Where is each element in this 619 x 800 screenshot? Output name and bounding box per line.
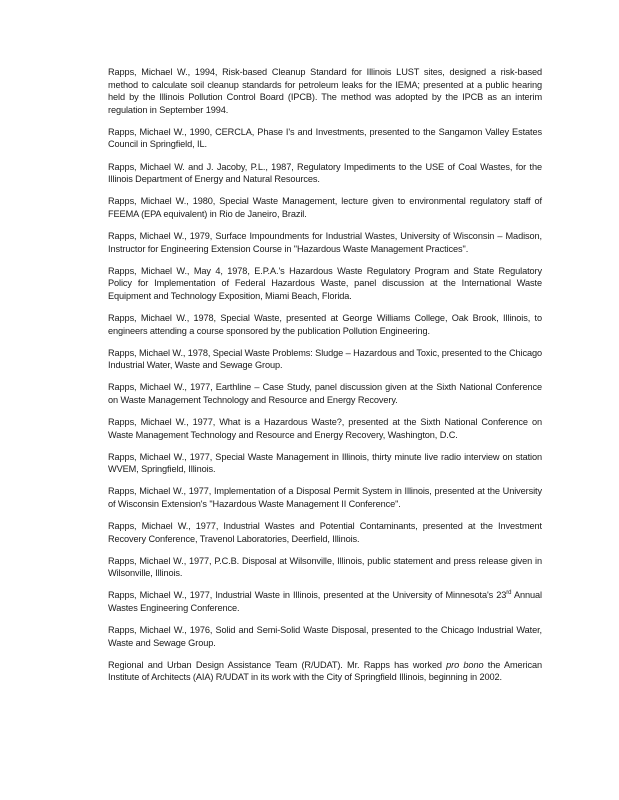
- entry-text-after: the American Institute of Architects (AIA) R/UDAT in its work with the City of Springfield Illinois, beginning in 2002.: [108, 659, 542, 683]
- presentations-list: [108, 66, 542, 693]
- entry-rudat: [108, 659, 542, 684]
- entry-1977-earthline-case-study: Rapps, Michael W., 1977, Earthline – Case Study, panel discussion given at the Sixth National Conference on Waste Management Technology and Resource and Energy Recovery.: [108, 382, 542, 405]
- entry-1978-epa-regulatory-program: Rapps, Michael W., May 4, 1978, E.P.A.'s Hazardous Waste Regulatory Program and State Regulatory Policy for Implementation of Federal Hazardous Waste, panel discussion at the International Waste Equipment and Technology Exposition, Miami Beach, Florida.: [108, 265, 542, 301]
- entry-1994-risk-based-cleanup: Rapps, Michael W., 1994, Risk-based Cleanup Standard for Illinois LUST sites, designed a risk-based method to calculate soil cleanup standards for petroleum leaks for the IEMA; presented at a public hearing held by the Illinois Pollution Control Board (IPCB). The method was adopted by the IPCB as an interim regulation in September 1994.: [108, 67, 542, 115]
- entry-1976-solid-waste-disposal: Rapps, Michael W., 1976, Solid and Semi-Solid Waste Disposal, presented to the Chicago Industrial Water, Waste and Sewage Group.: [108, 625, 542, 648]
- entry-1979-surface-impoundments: Rapps, Michael W., 1979, Surface Impoundments for Industrial Wastes, University of Wisconsin – Madison, Instructor for Engineering Extension Course in "Hazardous Waste Management Practices".: [108, 230, 542, 254]
- entry-1977-disposal-permit-system: Rapps, Michael W., 1977, Implementation of a Disposal Permit System in Illinois, presented at the University of Wisconsin Extension's "Hazardous Waste Management II Conference".: [108, 486, 542, 509]
- entry-text-before: Rapps, Michael W., 1977, Industrial Waste in Illinois, presented at the University of Minnesota's 23: [108, 590, 507, 601]
- entry-1977-what-is-hazardous-waste: Rapps, Michael W., 1977, What is a Hazardous Waste?, presented at the Sixth National Conference on Waste Management Technology and Resource and Energy Recovery, Washington, D.C.: [108, 416, 542, 440]
- entry-1977-pcb-disposal: Rapps, Michael W., 1977, P.C.B. Disposal at Wilsonville, Illinois, public statement and press release given in Wilsonville, Illinois.: [108, 555, 542, 579]
- pro-bono-emphasis: pro bono: [446, 659, 484, 670]
- entry-1980-special-waste-management: Rapps, Michael W., 1980, Special Waste Management, lecture given to environmental regulatory staff of FEEMA (EPA equivalent) in Rio de Janeiro, Brazil.: [108, 196, 542, 219]
- entry-text-after: Annual Wastes Engineering Conference.: [108, 590, 542, 613]
- entry-1977-radio-interview: Rapps, Michael W., 1977, Special Waste Management in Illinois, thirty minute live radio interview on station WVEM, Springfield, Illinois.: [108, 451, 542, 475]
- entry-1978-special-waste: Rapps, Michael W., 1978, Special Waste, presented at George Williams College, Oak Brook, Illinois, to engineers attending a course sponsored by the publication Pollution Engineering.: [108, 312, 542, 336]
- entry-1977-industrial-waste-illinois: [108, 589, 542, 614]
- entry-1977-industrial-wastes-contaminants: Rapps, Michael W., 1977, Industrial Wastes and Potential Contaminants, presented at the Investment Recovery Conference, Travenol Laboratories, Deerfield, Illinois.: [108, 521, 542, 544]
- entry-1978-special-waste-problems: Rapps, Michael W., 1978, Special Waste Problems: Sludge – Hazardous and Toxic, presented to the Chicago Industrial Water, Waste and Sewage Group.: [108, 347, 543, 371]
- ordinal-superscript: rd: [506, 590, 512, 597]
- entry-1990-cercla: Rapps, Michael W., 1990, CERCLA, Phase I's and Investments, presented to the Sangamon Valley Estates Council in Springfield, IL.: [108, 126, 542, 150]
- entry-text-before: Regional and Urban Design Assistance Team (R/UDAT). Mr. Rapps has worked: [108, 659, 447, 670]
- entry-1987-regulatory-impediments: Rapps, Michael W. and J. Jacoby, P.L., 1987, Regulatory Impediments to the USE of Coal Wastes, for the Illinois Department of Energy and Natural Resources.: [108, 161, 542, 185]
